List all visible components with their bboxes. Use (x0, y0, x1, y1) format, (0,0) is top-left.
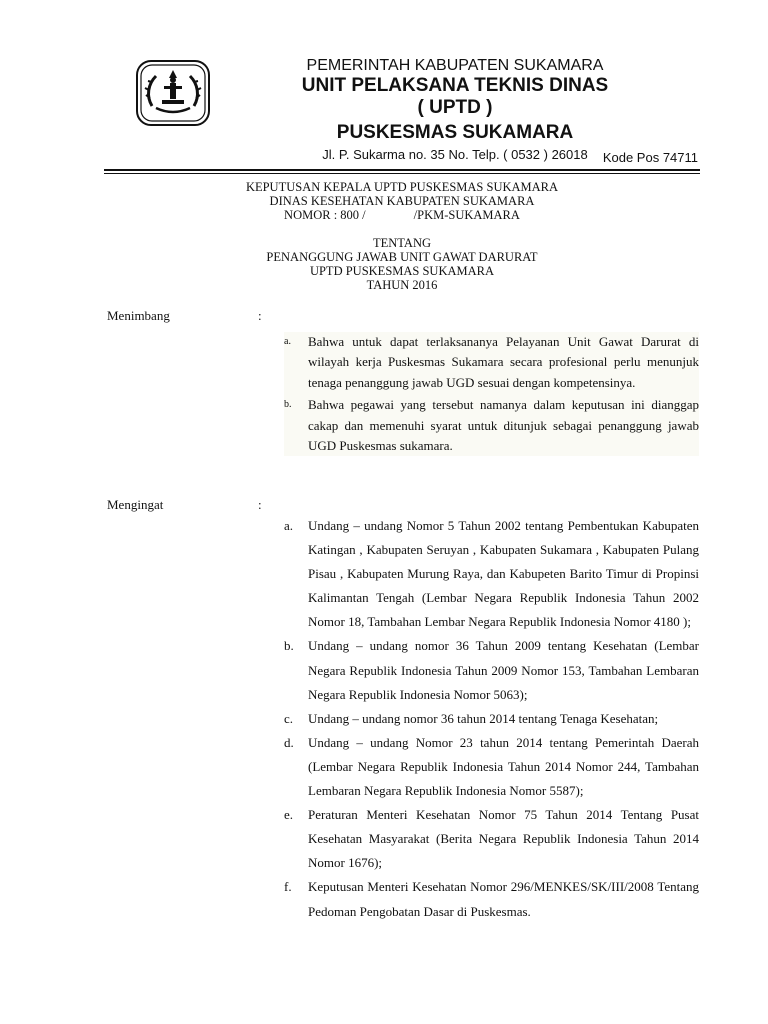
list-item-text: Keputusan Menteri Kesehatan Nomor 296/MENKES/SK/III/2008 Tentang Pedoman Pengobatan Dasar di Puskesmas. (308, 879, 699, 919)
list-item (284, 707, 699, 731)
unit-name: UNIT PELAKSANA TEKNIS DINAS (301, 75, 609, 96)
subject-year: TAHUN 2016 (366, 278, 438, 292)
mengingat-colon: : (258, 497, 262, 512)
subject-heading (104, 236, 700, 292)
mengingat-list (284, 514, 699, 924)
unit-abbreviation: ( UPTD ) (417, 97, 493, 118)
address-line: Jl. P. Sukarma no. 35 No. Telp. ( 0532 ) 26018 (322, 147, 588, 162)
list-item-text: Bahwa pegawai yang tersebut namanya dalam keputusan ini dianggap cakap dan memenuhi syarat untuk ditunjuk sebagai penanggung jawab UGD Puskesmas sukamara. (308, 397, 699, 454)
list-marker: a. (284, 518, 294, 533)
kabupaten-sukamara-emblem-icon (136, 60, 210, 126)
postal-code: Kode Pos 74711 (602, 150, 698, 165)
list-marker: b. (284, 399, 292, 411)
list-item (284, 395, 699, 456)
list-item (284, 634, 699, 706)
list-item-text: Peraturan Menteri Kesehatan Nomor 75 Tahun 2014 Tentang Pusat Kesehatan Masyarakat (Berita Negara Republik Indonesia Tahun 2014 Nomor 1676); (308, 807, 699, 871)
decree-number-right: /PKM-SUKAMARA (413, 208, 520, 222)
subject-tentang: TENTANG (372, 236, 431, 250)
list-marker: a. (284, 336, 291, 347)
list-item (284, 332, 699, 393)
letterhead-rule-thin (104, 173, 700, 174)
list-item-text: Bahwa untuk dapat terlaksananya Pelayanan Unit Gawat Darurat di wilayah kerja Puskesmas Sukamara secara profesional perlu menunjuk tenaga penanggung jawab UGD sesuai dengan kompetensinya. (308, 334, 699, 390)
mengingat-label: Mengingat (107, 497, 164, 512)
decree-heading (104, 180, 700, 222)
list-marker: d. (284, 734, 294, 750)
list-item-text: Undang – undang Nomor 5 Tahun 2002 tentang Pembentukan Kabupaten Katingan , Kabupaten Seruyan , Kabupaten Sukamara , Kabupaten Pulang Pisau , Kabupaten Murung Raya, dan Kabupeten Barito Timur di Propinsi Kalimantan Tengah (Lembar Negara Republik Indonesia Tahun 2002 Nomor 18, Tambahan Lembar Negara Republik Indonesia Nomor 4180 ); (308, 518, 699, 630)
list-marker: e. (284, 807, 294, 823)
subject-title: PENANGGUNG JAWAB UNIT GAWAT DARURAT (266, 250, 538, 264)
menimbang-colon: : (258, 308, 262, 323)
list-item-text: Undang – undang nomor 36 tahun 2014 tentang Tenaga Kesehatan; (308, 710, 659, 726)
list-item-text: Undang – undang nomor 36 Tahun 2009 tentang Kesehatan (Lembar Negara Republik Indonesia Tahun 2009 Nomor 153, Tambahan Lembaran Negara Republik Indonesia Nomor 5063); (308, 638, 699, 702)
list-item-text: Undang – undang Nomor 23 tahun 2014 tentang Pemerintah Daerah (Lembar Negara Republik Indonesia Tahun 2014 Nomor 244, Tambahan Lembaran Negara Republik Indonesia Nomor 5587); (308, 734, 699, 799)
list-marker: c. (284, 710, 294, 726)
menimbang-list (284, 332, 699, 456)
list-marker: b. (284, 638, 294, 654)
list-item (284, 731, 699, 803)
decree-number-left: NOMOR : 800 / (284, 208, 366, 222)
letterhead-rule-thick (104, 169, 700, 171)
decree-number (104, 208, 700, 222)
government-name: PEMERINTAH KABUPATEN SUKAMARA (306, 57, 604, 74)
list-marker: f. (284, 879, 292, 895)
letterhead (230, 56, 680, 163)
decree-office: DINAS KESEHATAN KABUPATEN SUKAMARA (269, 194, 535, 208)
list-item (284, 875, 699, 923)
decree-title: KEPUTUSAN KEPALA UPTD PUSKESMAS SUKAMARA (245, 180, 559, 194)
subject-unit: UPTD PUSKESMAS SUKAMARA (309, 264, 495, 278)
list-item (284, 514, 699, 634)
puskesmas-name: PUSKESMAS SUKAMARA (336, 122, 574, 143)
menimbang-label: Menimbang (107, 308, 170, 323)
list-item (284, 803, 699, 875)
